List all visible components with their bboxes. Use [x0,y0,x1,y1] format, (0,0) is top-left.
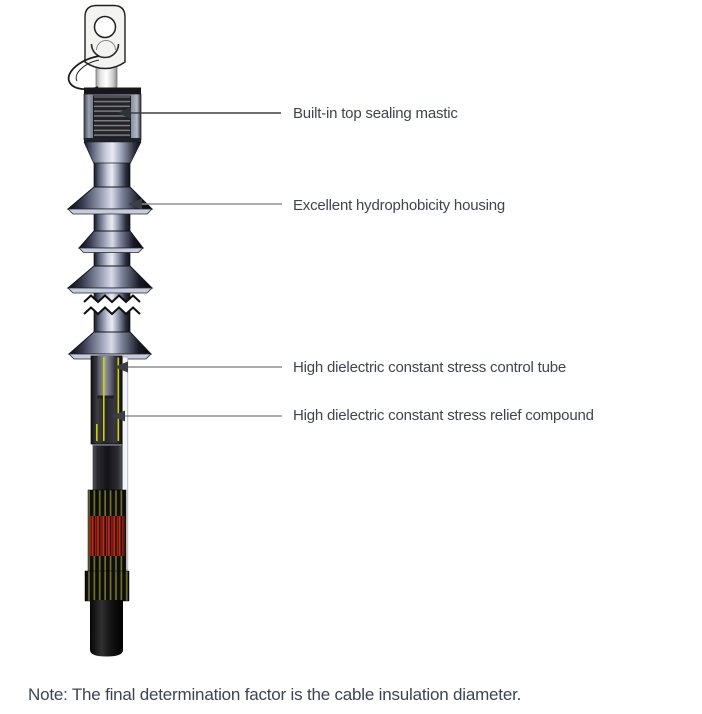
arrow-stress-control-tube [114,362,282,373]
label-top-sealing-mastic: Built-in top sealing mastic [293,105,458,122]
sealing-mastic [84,88,141,143]
wire-loop [69,56,99,89]
housing [68,142,152,359]
label-stress-control-tube: High dielectric constant stress control tube [293,359,566,376]
callout-arrows [111,108,282,422]
connector-lug [85,6,125,95]
lug-bolt-hole [95,17,116,38]
housing-shed-3 [68,266,152,293]
footnote: Note: The final determination factor is the cable insulation diameter. [28,685,522,704]
arrow-top-sealing-mastic [117,108,281,119]
arrow-stress-relief-compound [111,411,282,422]
cable-jacket [90,600,123,657]
housing-shed-2 [79,231,143,253]
label-hydrophobicity-housing: Excellent hydrophobicity housing [293,197,506,214]
label-stress-relief-compound: High dielectric constant stress relief compound [293,407,594,424]
housing-shed-4 [69,332,151,359]
